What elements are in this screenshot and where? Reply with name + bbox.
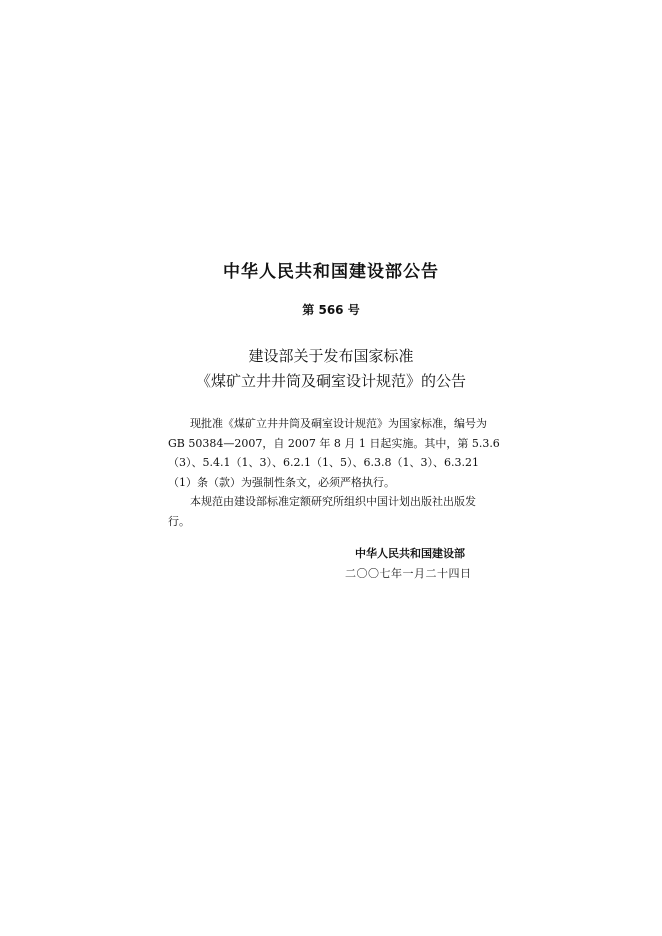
signature-organization: 中华人民共和国建设部 (355, 547, 465, 560)
body-paragraph-1 (168, 414, 498, 492)
body-paragraph-2 (168, 492, 498, 531)
announcement-heading: 中华人民共和国建设部公告 (223, 262, 439, 282)
body-paragraph-1-line: （1）条（款）为强制性条文，必须严格执行。 (168, 475, 395, 489)
body-paragraph-2-line: 行。 (168, 514, 190, 528)
announcement-number: 第 566 号 (302, 303, 360, 317)
body-paragraph-1-line: （3）、5.4.1（1、3）、6.2.1（1、5）、6.3.8（1、3）、6.3.21 (168, 456, 479, 469)
signature-date: 二〇〇七年一月二十四日 (345, 567, 472, 580)
body-paragraph-1-line: 现批准《煤矿立井井筒及硐室设计规范》为国家标准，编号为 (190, 417, 487, 430)
announcement-subtitle-line2: 《煤矿立井井筒及硐室设计规范》的公告 (195, 372, 466, 390)
body-paragraph-2-line: 本规范由建设部标准定额研究所组织中国计划出版社出版发 (190, 495, 476, 508)
body-paragraph-1-line: GB 50384—2007，自 2007 年 8 月 1 日起实施。其中，第 5.3.6 (168, 436, 500, 450)
announcement-subtitle-line1: 建设部关于发布国家标准 (248, 347, 414, 365)
